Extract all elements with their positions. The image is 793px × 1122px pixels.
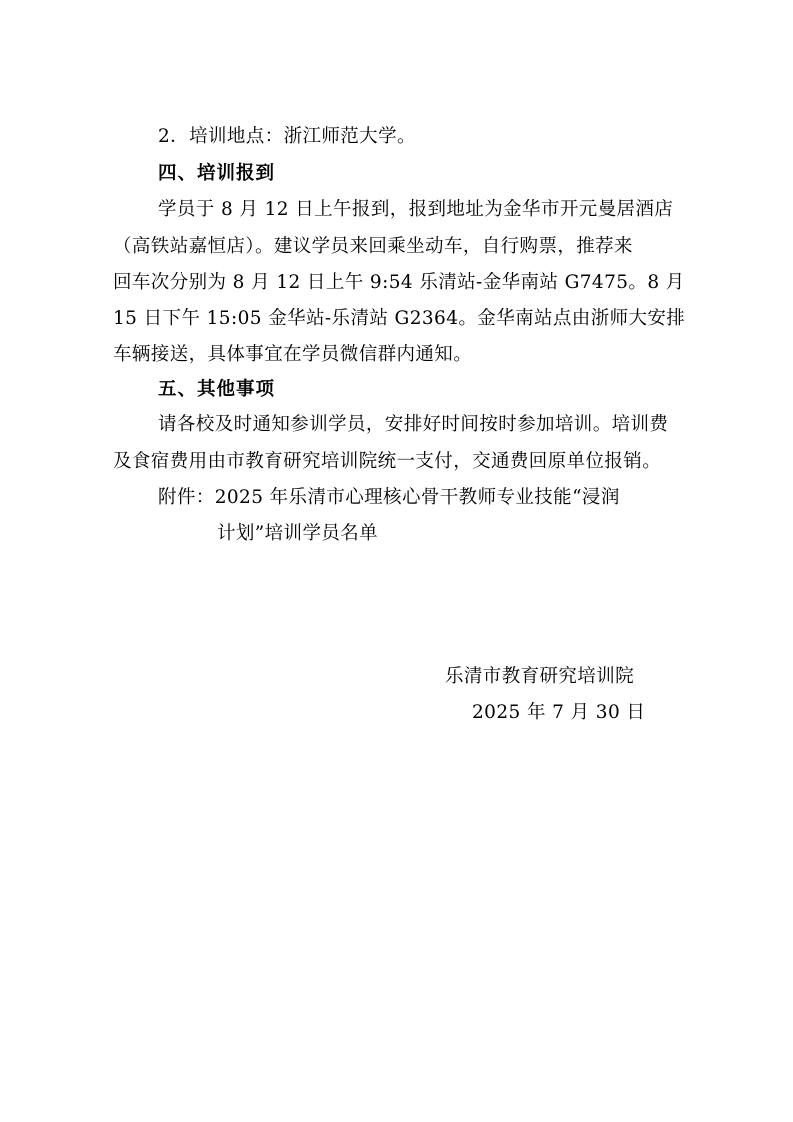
registration-paragraph-line-2: （高铁站嘉恒店）。建议学员来回乘坐动车，自行购票，推荐来 [113, 236, 633, 257]
registration-paragraph-line-4: 15 日下午 15:05 金华站-乐清站 G2364。金华南站点由浙师大安排 [113, 308, 686, 329]
training-location-line: 2．培训地点：浙江师范大学。 [158, 126, 416, 147]
issuing-organization: 乐清市教育研究培训院 [445, 666, 635, 687]
registration-paragraph-line-1: 学员于 8 月 12 日上午报到，报到地址为金华市开元曼居酒店 [158, 199, 674, 220]
other-matters-paragraph-line-1: 请各校及时通知参训学员，安排好时间按时参加培训。培训费 [158, 414, 669, 435]
issue-date: 2025 年 7 月 30 日 [472, 702, 646, 723]
other-matters-heading: 五、其他事项 [158, 379, 276, 400]
registration-paragraph-line-3: 回车次分别为 8 月 12 日上午 9:54 乐清站-金华南站 G7475。8 月 [113, 272, 685, 293]
other-matters-paragraph-line-2: 及食宿费用由市教育研究培训院统一支付，交通费回原单位报销。 [113, 451, 662, 472]
registration-heading: 四、培训报到 [158, 163, 276, 184]
registration-paragraph-line-5: 车辆接送，具体事宜在学员微信群内通知。 [113, 344, 473, 365]
attachment-line-1: 附件：2025 年乐清市心理核心骨干教师专业技能“浸润 [158, 487, 620, 508]
attachment-line-2: 计划”培训学员名单 [217, 523, 379, 544]
